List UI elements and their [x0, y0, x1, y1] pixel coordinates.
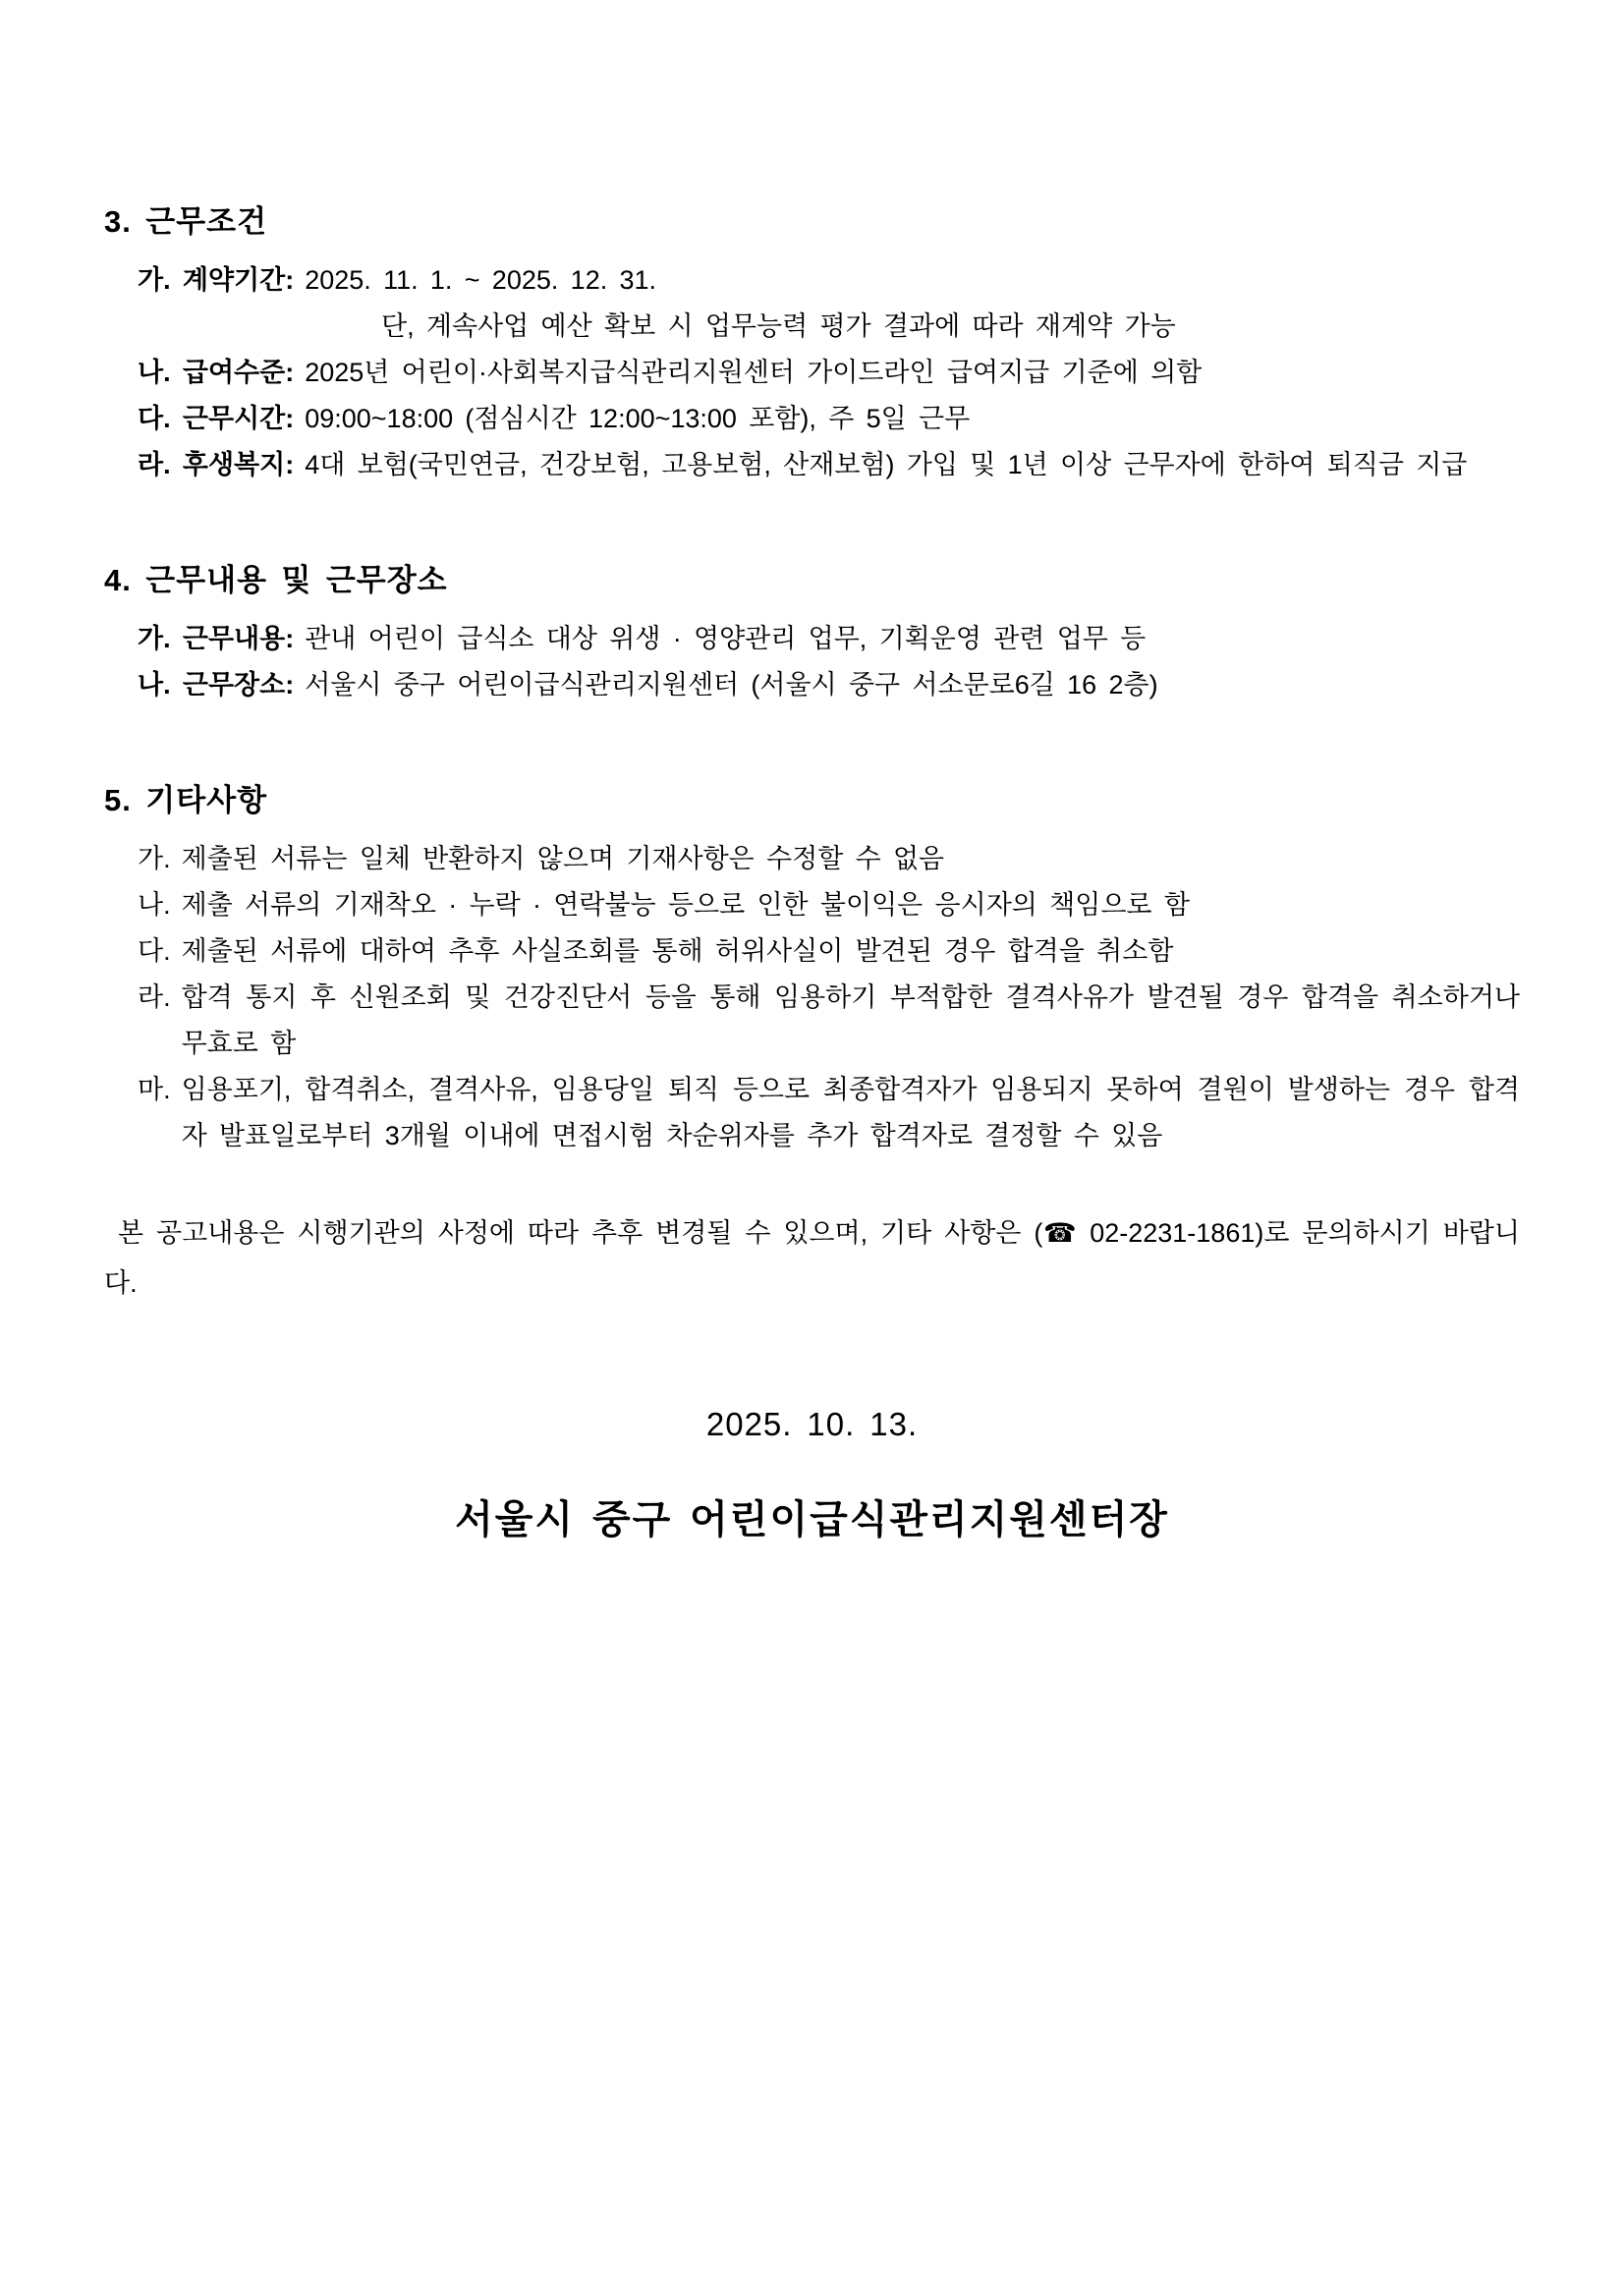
- item-label: 라. 후생복지:: [138, 450, 295, 479]
- phone-icon: ☎: [1042, 1218, 1078, 1248]
- section-heading: 4. 근무내용 및 근무장소: [104, 563, 448, 597]
- closing-text-after: )로 문의하시기 바랍니다.: [104, 1218, 1520, 1298]
- item-label: 다. 근무시간:: [138, 404, 295, 433]
- item-label: 라.: [138, 982, 171, 1012]
- item-text: 2025. 11. 1. ~ 2025. 12. 31.: [305, 265, 657, 295]
- phone-number: 02-2231-1861: [1090, 1218, 1256, 1248]
- work-content-item: [104, 616, 1520, 662]
- item-text: 합격 통지 후 신원조회 및 건강진단서 등을 통해 임용하기 부적합한 결격사유가 발견될 경우 합격을 취소하거나 무효로 함: [181, 982, 1520, 1058]
- item-text: 2025년 어린이·사회복지급식관리지원센터 가이드라인 급여지급 기준에 의함: [305, 358, 1203, 387]
- working-hours-item: [104, 396, 1520, 442]
- item-text: 서울시 중구 어린이급식관리지원센터 (서울시 중구 서소문로6길 16 2층): [305, 670, 1158, 700]
- contract-period-item: [104, 257, 1520, 304]
- section-heading: 5. 기타사항: [104, 783, 268, 817]
- item-label: 나. 근무장소:: [138, 670, 295, 700]
- issuer-signature: 서울시 중구 어린이급식관리지원센터장: [455, 1498, 1169, 1541]
- item-text: 제출된 서류는 일체 반환하지 않으며 기재사항은 수정할 수 없음: [181, 844, 945, 873]
- item-text: 임용포기, 합격취소, 결격사유, 임용당일 퇴직 등으로 최종합격자가 임용되지 못하여 결원이 발생하는 경우 합격자 발표일로부터 3개월 이내에 면접시험 차순위자를 추가 합격자로 결정할 수 있음: [181, 1075, 1520, 1150]
- work-place-item: [104, 662, 1520, 708]
- welfare-item: [104, 442, 1520, 488]
- item-label: 나.: [138, 890, 171, 920]
- section-misc: [104, 777, 1520, 1159]
- closing-paragraph: [104, 1208, 1520, 1309]
- section-duties-location: [104, 557, 1520, 708]
- item-label: 다.: [138, 936, 171, 966]
- misc-item-false-statement: [104, 928, 1520, 975]
- item-label: 마.: [138, 1075, 171, 1104]
- section-heading: 3. 근무조건: [104, 204, 268, 239]
- item-text: 제출된 서류에 대하여 추후 사실조회를 통해 허위사실이 발견된 경우 합격을 취소함: [181, 936, 1174, 966]
- misc-item-documents-no-return: [104, 836, 1520, 882]
- item-text: 관내 어린이 급식소 대상 위생 · 영양관리 업무, 기획운영 관련 업무 등: [305, 624, 1147, 653]
- item-text: 제출 서류의 기재착오 · 누락 · 연락불능 등으로 인한 불이익은 응시자의 책임으로 함: [181, 890, 1190, 920]
- misc-item-disqualification: [104, 975, 1520, 1067]
- item-label: 가. 계약기간:: [138, 265, 295, 295]
- misc-item-vacancy-replacement: [104, 1067, 1520, 1159]
- section-working-conditions: [104, 198, 1520, 488]
- contract-renewal-note: 단, 계속사업 예산 확보 시 업무능력 평가 결과에 따라 재계약 가능: [381, 311, 1176, 341]
- closing-text-before: 본 공고내용은 시행기관의 사정에 따라 추후 변경될 수 있으며, 기타 사항은 (: [118, 1218, 1043, 1248]
- item-label: 나. 급여수준:: [138, 358, 295, 387]
- item-label: 가. 근무내용:: [138, 624, 295, 653]
- item-label: 가.: [138, 844, 171, 873]
- item-text: 09:00~18:00 (점심시간 12:00~13:00 포함), 주 5일 근무: [305, 404, 971, 433]
- misc-item-applicant-responsibility: [104, 882, 1520, 928]
- announcement-date: 2025. 10. 13.: [705, 1406, 919, 1442]
- salary-item: [104, 350, 1520, 396]
- item-text: 4대 보험(국민연금, 건강보험, 고용보험, 산재보험) 가입 및 1년 이상 근무자에 한하여 퇴직금 지급: [305, 450, 1468, 479]
